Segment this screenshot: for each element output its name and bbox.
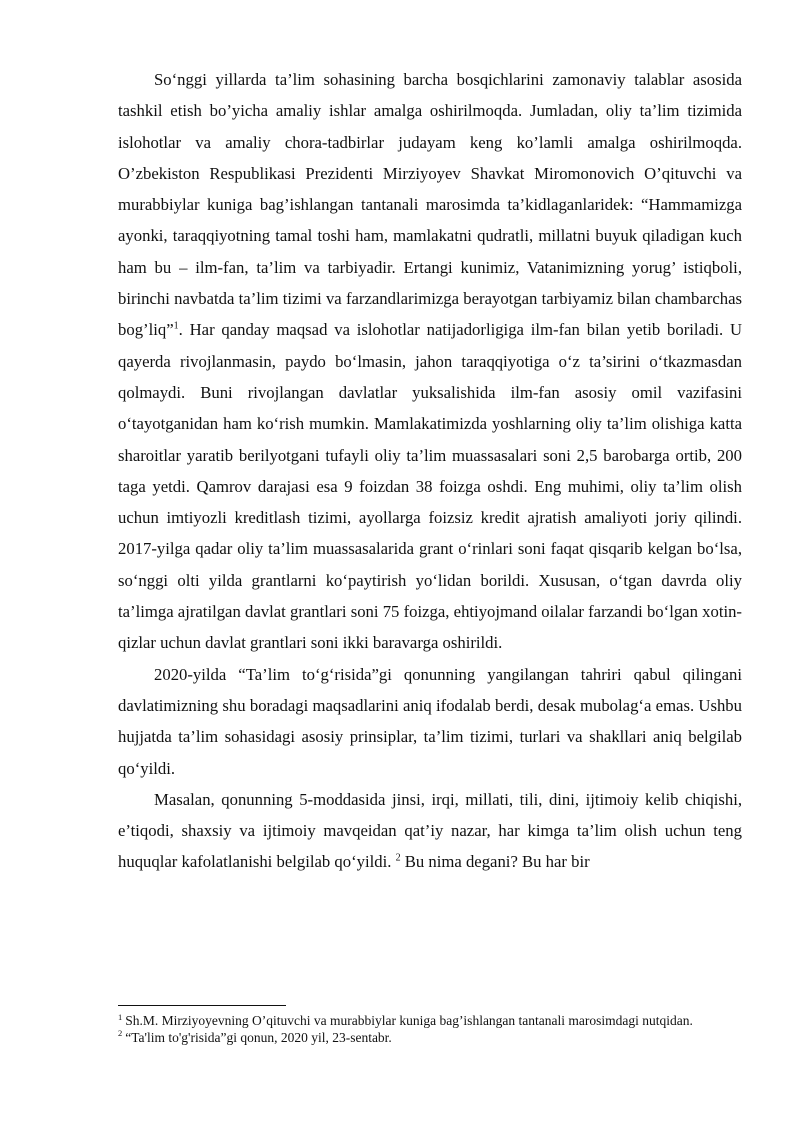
footnote-text: “Ta'lim to'g'risida”gi qonun, 2020 yil, 23-sentabr. xyxy=(125,1029,392,1045)
footnote-separator xyxy=(118,1005,286,1006)
footnote-reference: 1 xyxy=(173,320,179,332)
paragraph-text: Masalan, qonunning 5-moddasida jinsi, irqi, millati, tili, dini, ijtimoiy kelib chiqishi, e’tiqodi, shaxsiy va ijtimoiy mavqeidan qat’iy nazar, har kimga ta’lim olish uchun teng huquqlar kafolatlanishi belgilab qo‘yildi. xyxy=(118,789,742,872)
footnote-reference: 2 xyxy=(395,852,401,864)
paragraph-text-continued: Bu nima degani? Bu har bir xyxy=(400,852,590,872)
footnote-mark: 1 xyxy=(118,1011,123,1022)
footnote-item xyxy=(118,1030,748,1047)
paragraph xyxy=(118,784,742,878)
main-text xyxy=(118,64,742,878)
paragraph xyxy=(118,659,742,784)
paragraph-text-continued: . Har qanday maqsad va islohotlar natijadorligiga ilm-fan bilan yetib boriladi. U qayerda rivojlanmasin, paydo bo‘lmasin, jahon taraqqiyotiga o‘z ta’sirini o‘tkazmasdan qolmaydi. Buni rivojlangan davlatlar yuksalishida ilm-fan asosiy omil vazifasini o‘tayotganidan ham ko‘rish mumkin. Mamlakatimizda yoshlarning oliy ta’lim olishiga katta sharoitlar yaratib berilyotgani tufayli oliy ta’lim muassasalari soni 2,5 barobarga ortib, 200 taga yetdi. Qamrov darajasi esa 9 foizdan 38 foizga oshdi. Eng muhimi, oliy ta’lim olish uchun imtiyozli kreditlash tizimi, ayollarga foizsiz kredit ajratish amaliyoti joriy qilindi. 2017-yilga qadar oliy ta’lim muassasalarida grant o‘rinlari soni faqat qisqarib kelgan bo‘lsa, so‘nggi olti yilda grantlarni ko‘paytirish yo‘lidan borildi. Xususan, o‘tgan davrda oliy ta’limga ajratilgan davlat grantlari soni 75 foizga, ehtiyojmand oilalar farzandi bo‘lgan xotin-qizlar uchun davlat grantlari soni ikki baravarga oshirildi. xyxy=(118,320,742,653)
footnote-text: Sh.M. Mirziyoyevning O’qituvchi va murabbiylar kuniga bag’ishlangan tantanali marosimdagi nutqidan. xyxy=(125,1013,693,1028)
footnote-mark: 2 xyxy=(118,1028,123,1038)
footnotes xyxy=(118,1013,748,1046)
paragraph xyxy=(118,64,742,659)
paragraph-text: 2020-yilda “Ta’lim to‘g‘risida”gi qonunning yangilangan tahriri qabul qilingani davlatimizning shu boradagi maqsadlarini aniq ifodalab berdi, desak mubolag‘a emas. Ushbu hujjatda ta’lim sohasidagi asosiy prinsiplar, ta’lim tizimi, turlari va shakllari aniq belgilab qo‘yildi. xyxy=(118,664,742,778)
footnote-item xyxy=(118,1013,748,1030)
paragraph-text: So‘nggi yillarda ta’lim sohasining barcha bosqichlarini zamonaviy talablar asosida tashkil etish bo’yicha amaliy ishlar amalga oshirilmoqda. Jumladan, oliy ta’lim tizimida islohotlar va amaliy chora-tadbirlar judayam keng ko’lamli amalga oshirilmoqda. O’zbekiston Respublikasi Prezidenti Mirziyoyev Shavkat Miromonovich O’qituvchi va murabbiylar kuniga bag’ishlangan tantanali marosimda ta’kidlaganlaridek: “Hammamizga ayonki, taraqqiyotning tamal toshi ham, mamlakatni qudratli, millatni buyuk qiladigan kuch ham bu – ilm-fan, ta’lim va tarbiyadir. Ertangi kunimiz, Vatanimizning yorug’ istiqboli, birinchi navbatda ta’lim tizimi va farzandlarimizga berayotgan tarbiyamiz bilan chambarchas bog’liq” xyxy=(118,70,742,340)
